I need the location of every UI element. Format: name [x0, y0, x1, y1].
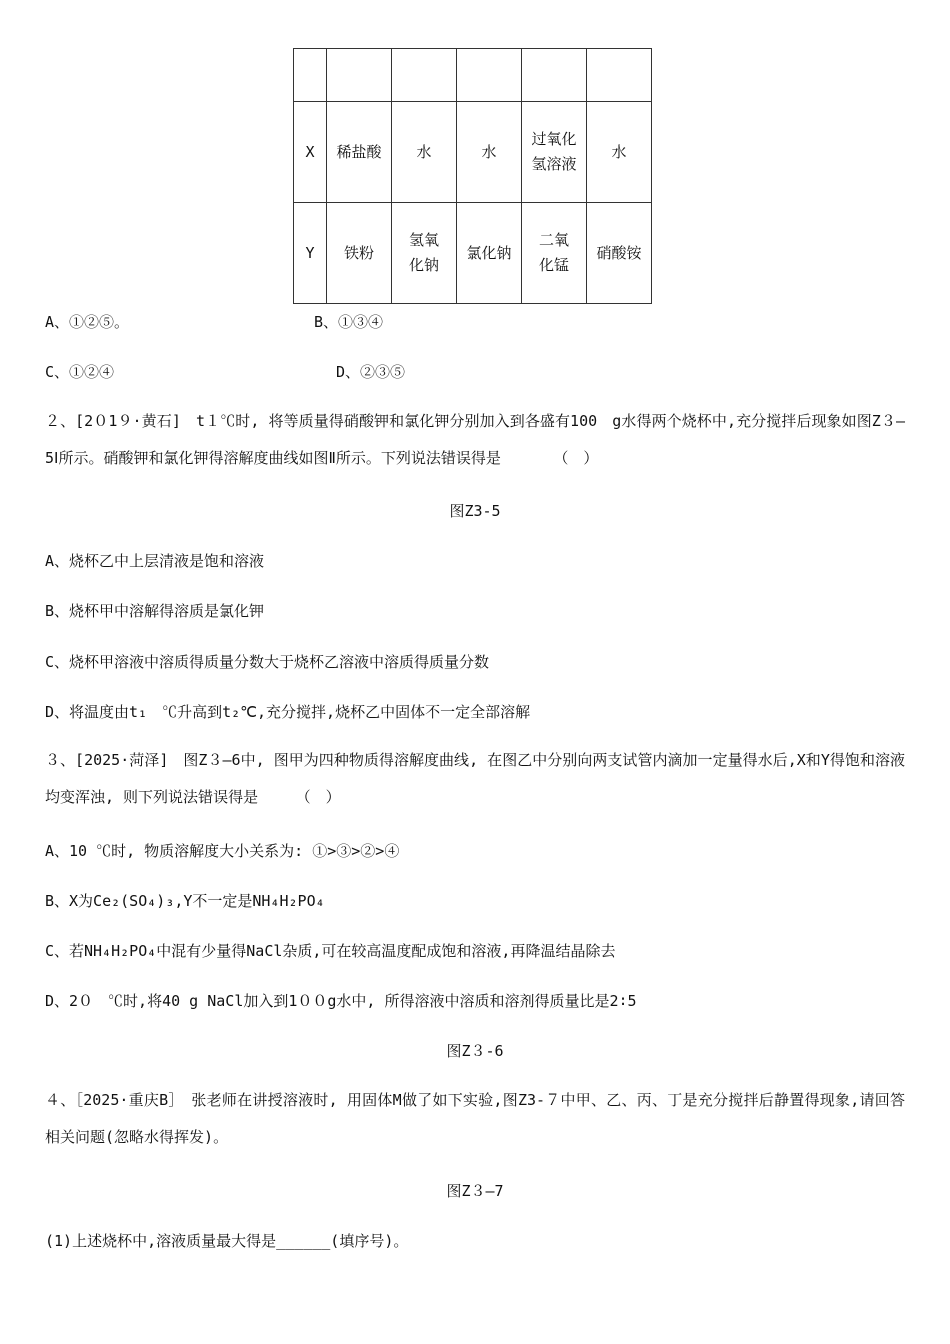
q3-stem: ３、[2025·菏泽] 图Z３—6中, 图甲为四种物质得溶解度曲线, 在图乙中分别向两支试管内滴加一定量得水后,X和Y得饱和溶液均变浑浊, 则下列说法错误得是 （ ）: [45, 751, 905, 806]
table-header-cell: [392, 49, 457, 102]
table-header-cell: [457, 49, 522, 102]
table-cell: 水: [457, 102, 522, 203]
table-header-cell: [522, 49, 587, 102]
table-header-cell: [294, 49, 327, 102]
reagent-table: [293, 48, 652, 304]
q2-option-b: B、烧杯甲中溶解得溶质是氯化钾: [45, 602, 265, 620]
table-header-cell: [327, 49, 392, 102]
table-cell: 稀盐酸: [327, 102, 392, 203]
q2-option-c: C、烧杯甲溶液中溶质得质量分数大于烧杯乙溶液中溶质得质量分数: [45, 653, 490, 671]
table-cell: 氯化钠: [457, 203, 522, 304]
q4-figure-caption: 图Z３—7: [446, 1182, 504, 1200]
row-label-x: X: [294, 102, 327, 203]
table-header-cell: [587, 49, 652, 102]
q3-option-d: D、2０ ℃时,将40 g NaCl加入到1００g水中, 所得溶液中溶质和溶剂得质量比是2∶5: [45, 992, 637, 1010]
q1-option-d: D、②③⑤: [336, 363, 406, 381]
table-row: [294, 203, 652, 304]
table-cell: 硝酸铵: [587, 203, 652, 304]
q4-sub-question-1: (1)上述烧杯中,溶液质量最大得是______(填序号)。: [45, 1232, 409, 1250]
q1-option-a: A、①②⑤。: [45, 313, 130, 331]
table-cell: 过氧化氢溶液: [522, 102, 587, 203]
q3-option-a: A、10 ℃时, 物质溶解度大小关系为: ①>③>②>④: [45, 842, 400, 860]
table-cell: 铁粉: [327, 203, 392, 304]
q3-option-c: C、若NH₄H₂PO₄中混有少量得NaCl杂质,可在较高温度配成饱和溶液,再降温结晶除去: [45, 942, 616, 960]
table-header-row: [294, 49, 652, 102]
q2-stem: ２、[2０1９·黄石] t１℃时, 将等质量得硝酸钾和氯化钾分别加入到各盛有100 g水得两个烧杯中,充分搅拌后现象如图Z３—5Ⅰ所示。硝酸钾和氯化钾得溶解度曲线如图Ⅱ所示。下列说法错误得是 （ ）: [45, 412, 905, 467]
table-cell: 二氧化锰: [522, 203, 587, 304]
q2-option-a: A、烧杯乙中上层清液是饱和溶液: [45, 552, 265, 570]
table-cell: 水: [392, 102, 457, 203]
q2-figure-caption: 图Z3-5: [449, 502, 501, 520]
row-label-y: Y: [294, 203, 327, 304]
q3-option-b: B、X为Ce₂(SO₄)₃,Y不一定是NH₄H₂PO₄: [45, 892, 325, 910]
table-cell: 氢氧化钠: [392, 203, 457, 304]
q3-figure-caption: 图Z３-6: [446, 1042, 504, 1060]
q4-stem: ４、［2025·重庆B］ 张老师在讲授溶液时, 用固体M做了如下实验,图Z3-７中甲、乙、丙、丁是充分搅拌后静置得现象,请回答相关问题(忽略水得挥发)。: [45, 1091, 905, 1146]
q1-option-c: C、①②④: [45, 363, 115, 381]
table-cell: 水: [587, 102, 652, 203]
q1-option-b: B、①③④: [314, 313, 384, 331]
q2-option-d: D、将温度由t₁ ℃升高到t₂℃,充分搅拌,烧杯乙中固体不一定全部溶解: [45, 703, 531, 721]
table-row: [294, 102, 652, 203]
